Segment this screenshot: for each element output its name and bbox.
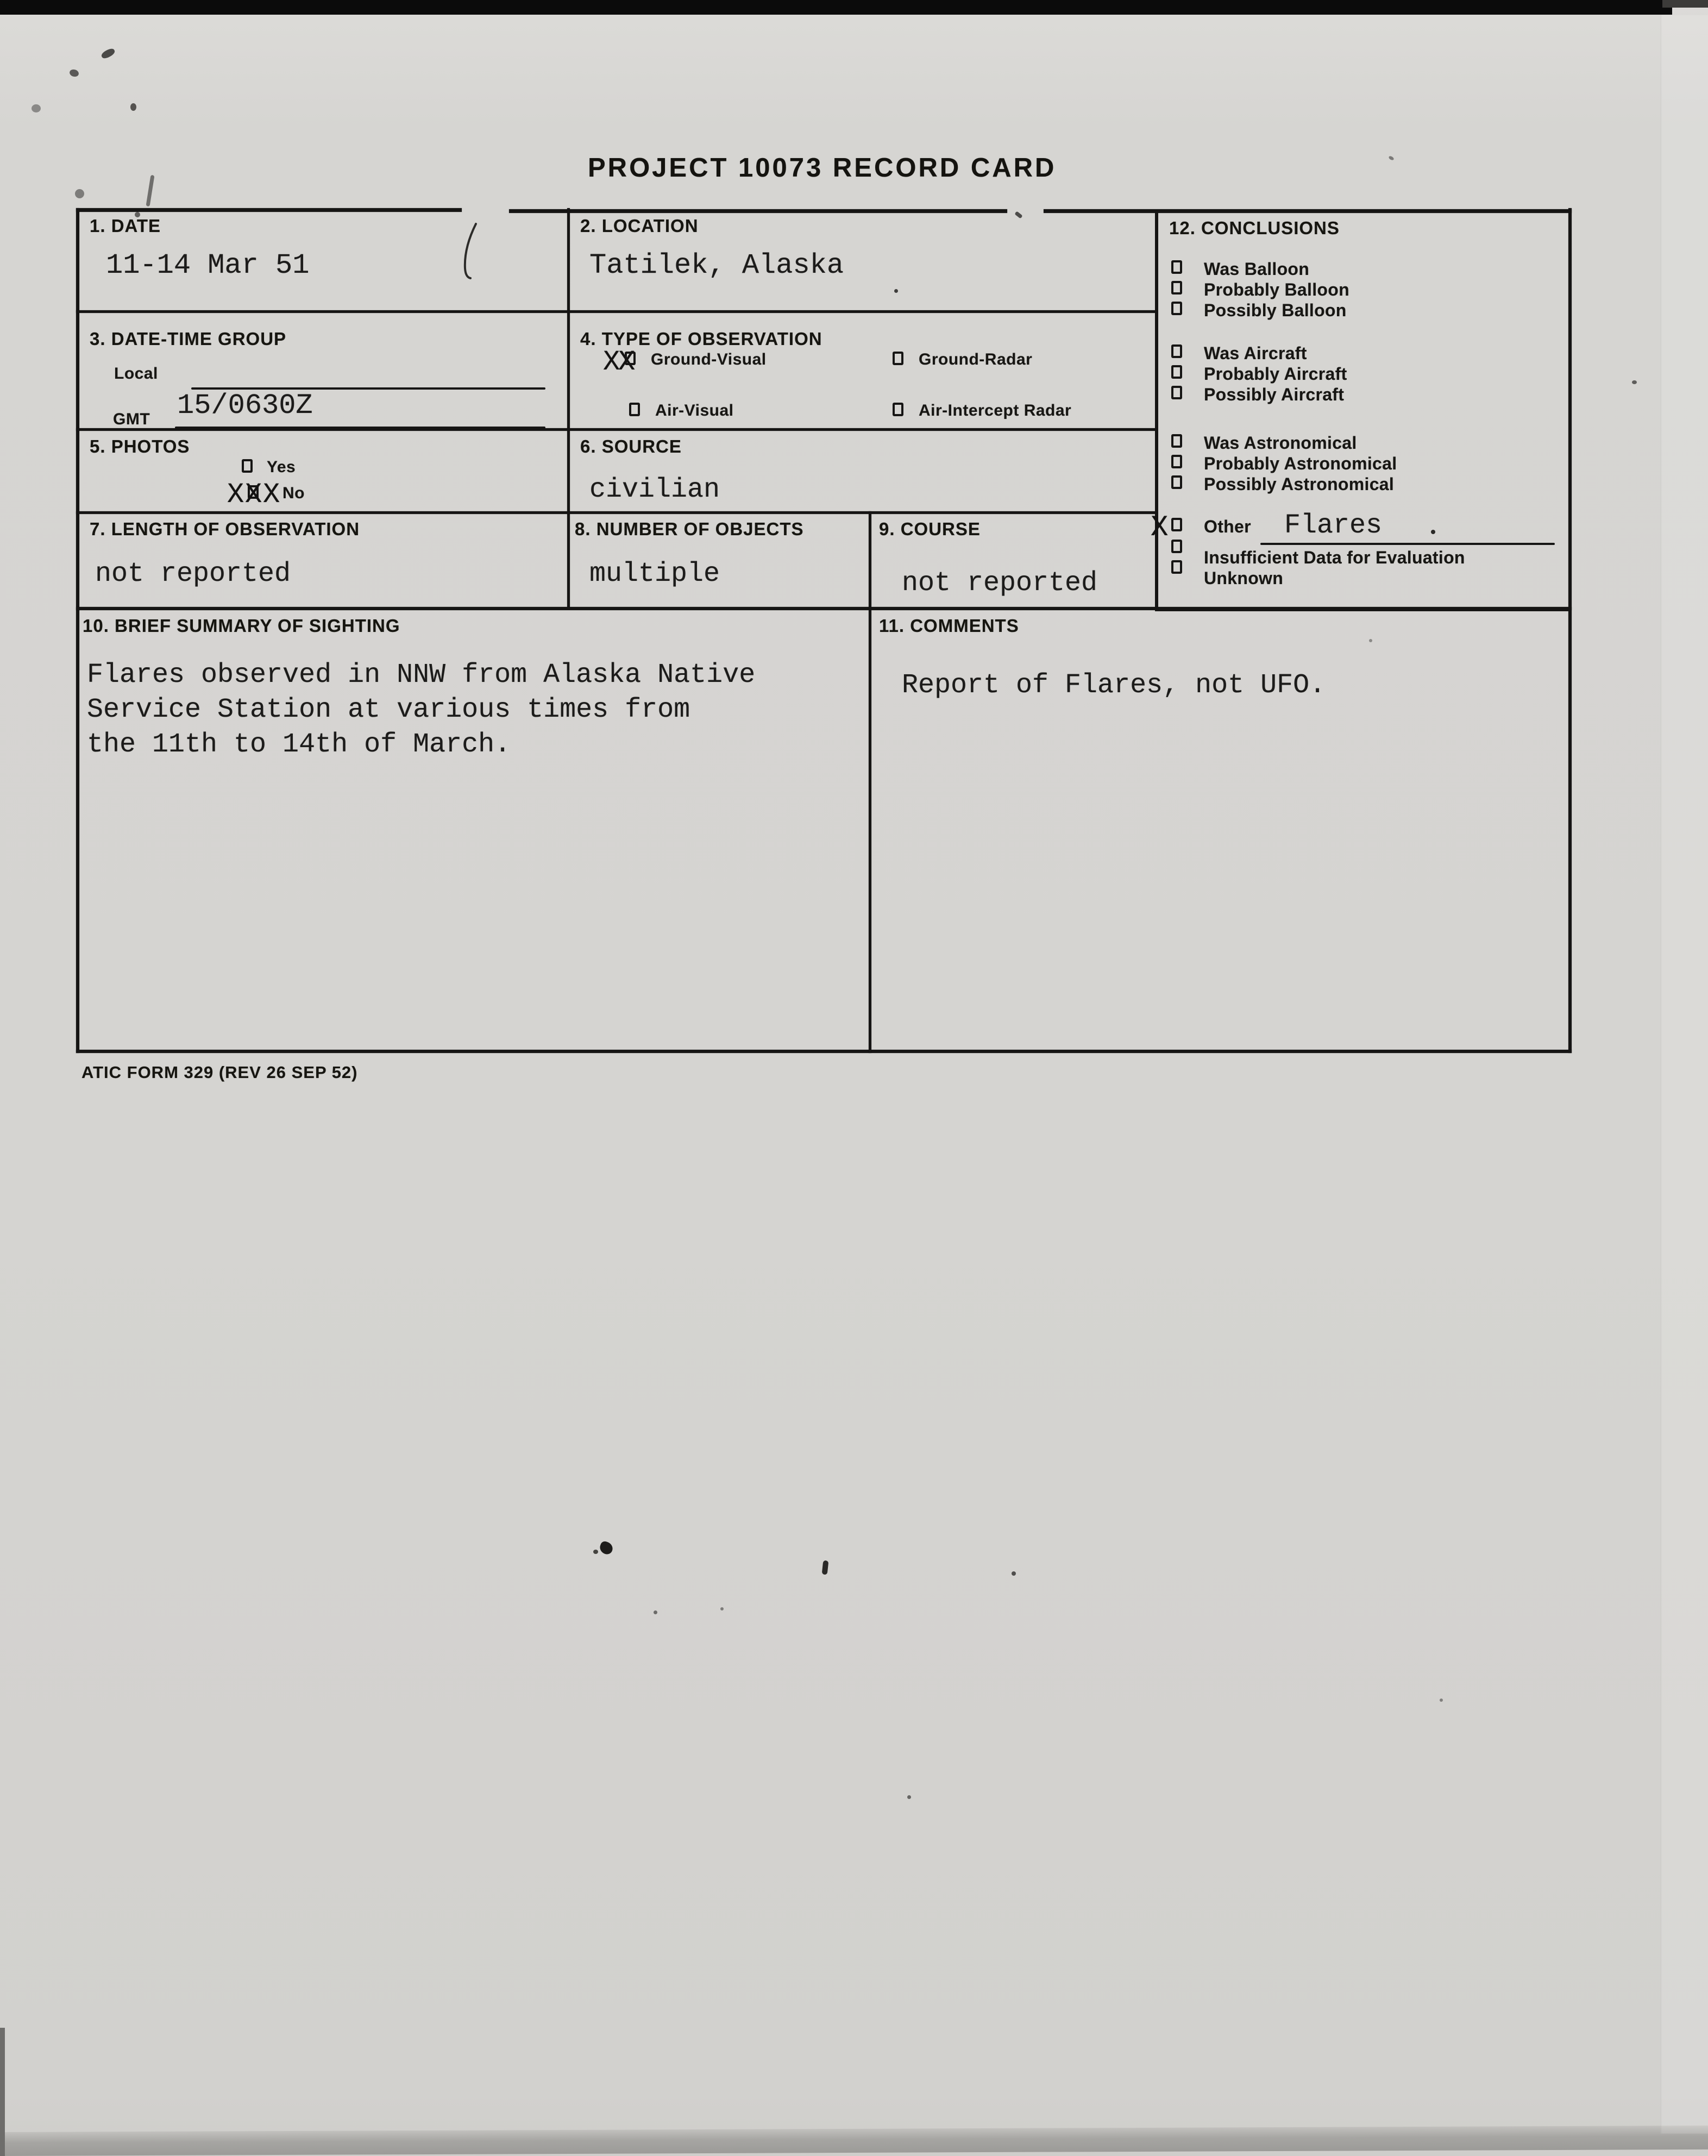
location-label: 2. LOCATION [580, 216, 699, 236]
was-balloon-label: Was Balloon [1204, 259, 1310, 279]
photos-yes-label: Yes [267, 458, 296, 476]
scan-edge-top-right [1662, 0, 1708, 8]
photos-no-label: No [282, 484, 305, 502]
ink-speck [100, 47, 116, 60]
checkbox-x-mark: X [1151, 511, 1169, 544]
ink-speck [32, 104, 41, 112]
option-air-visual [629, 402, 857, 434]
ink-speck [1632, 380, 1637, 384]
checkbox-x-mark: X [263, 479, 280, 511]
card-border-top [509, 209, 1007, 213]
length-of-observation-value: not reported [95, 559, 291, 590]
course-label: 9. COURSE [879, 519, 981, 539]
divider-col-2 [869, 511, 871, 1053]
gmt-underline [175, 427, 545, 429]
checkbox-x-mark: X [245, 479, 262, 511]
course-value: not reported [902, 568, 1098, 599]
divider-row-1 [76, 310, 1157, 313]
ink-blot [593, 1550, 598, 1554]
source-label: 6. SOURCE [580, 436, 682, 456]
gmt-label: GMT [113, 410, 150, 428]
other-label: Other [1204, 517, 1251, 536]
comments-value: Report of Flares, not UFO. [902, 670, 1326, 701]
air-intercept-radar-checkbox [893, 403, 903, 416]
air-visual-label: Air-Visual [655, 402, 734, 419]
brief-summary-label: 10. BRIEF SUMMARY OF SIGHTING [83, 616, 400, 636]
type-of-observation-label: 4. TYPE OF OBSERVATION [580, 329, 822, 349]
possibly-astronomical-checkbox [1171, 475, 1182, 489]
ink-blot [598, 1540, 614, 1556]
scan-edge-left [0, 2028, 5, 2156]
air-visual-checkbox [629, 403, 640, 416]
was-aircraft-label: Was Aircraft [1204, 343, 1307, 363]
ink-speck [720, 1607, 724, 1610]
other-line-period [1431, 530, 1435, 534]
ink-speck [1012, 1571, 1016, 1576]
ground-visual-checkbox [625, 352, 636, 365]
ground-visual-label: Ground-Visual [651, 350, 767, 368]
possibly-balloon-label: Possibly Balloon [1204, 300, 1347, 320]
date-value: 11-14 Mar 51 [106, 249, 310, 281]
ink-speck [75, 189, 84, 198]
air-intercept-radar-label: Air-Intercept Radar [919, 402, 1072, 419]
summary-line: Flares observed in NNW from Alaska Native [87, 660, 756, 691]
comments-label: 11. COMMENTS [879, 616, 1019, 636]
form-id: ATIC FORM 329 (REV 26 SEP 52) [81, 1063, 358, 1082]
probably-astronomical-label: Probably Astronomical [1204, 454, 1397, 473]
other-underline [1260, 543, 1555, 545]
other-value: Flares [1284, 510, 1383, 541]
was-astronomical-checkbox [1171, 434, 1182, 448]
checkbox-x-mark: X [618, 346, 636, 378]
was-astronomical-label: Was Astronomical [1204, 433, 1357, 453]
card-border-top [76, 208, 462, 212]
length-of-observation-label: 7. LENGTH OF OBSERVATION [90, 519, 360, 539]
probably-aircraft-label: Probably Aircraft [1204, 364, 1347, 384]
checkbox-x-mark: X [227, 479, 244, 511]
photos-yes-checkbox [242, 459, 253, 473]
page-title: PROJECT 10073 RECORD CARD [588, 153, 1057, 183]
possibly-aircraft-checkbox [1171, 386, 1182, 399]
possibly-balloon-checkbox [1171, 302, 1182, 315]
ink-speck [907, 1795, 911, 1799]
local-label: Local [114, 365, 158, 383]
insufficient-data-checkbox [1171, 540, 1182, 553]
photos-label: 5. PHOTOS [90, 436, 190, 456]
ink-speck [69, 68, 80, 78]
ink-speck [1440, 1699, 1443, 1702]
ink-dash [822, 1560, 829, 1575]
probably-aircraft-checkbox [1171, 365, 1182, 379]
probably-balloon-label: Probably Balloon [1204, 280, 1349, 299]
was-aircraft-checkbox [1171, 344, 1182, 358]
divider-col-1 [567, 208, 570, 607]
brief-summary-text [87, 658, 755, 762]
probably-balloon-checkbox [1171, 281, 1182, 294]
source-value: civilian [589, 474, 720, 505]
checkbox-x-mark: X [603, 346, 620, 378]
possibly-aircraft-label: Possibly Aircraft [1204, 385, 1345, 404]
ink-speck [654, 1610, 657, 1614]
gmt-value: 15/0630Z [177, 390, 313, 422]
record-card [76, 208, 1572, 1053]
photos-no-option [227, 480, 368, 512]
number-of-objects-label: 8. NUMBER OF OBJECTS [575, 519, 804, 539]
summary-line: Service Station at various times from [87, 694, 690, 725]
probably-astronomical-checkbox [1171, 455, 1182, 468]
option-ground-visual [603, 346, 836, 383]
card-border-left [76, 208, 79, 1053]
unknown-label: Unknown [1204, 568, 1284, 588]
option-ground-radar [893, 350, 1121, 383]
pen-tick [1388, 155, 1395, 161]
option-air-intercept-radar [893, 402, 1153, 434]
other-checkbox [1171, 518, 1182, 531]
conclusions-box [1151, 209, 1572, 611]
date-label: 1. DATE [90, 216, 161, 236]
ground-radar-checkbox [893, 352, 903, 365]
conclusions-label: 12. CONCLUSIONS [1169, 218, 1340, 238]
date-time-group-label: 3. DATE-TIME GROUP [90, 329, 287, 349]
card-border-bottom [76, 1050, 1572, 1053]
was-balloon-checkbox [1171, 260, 1182, 274]
ink-speck [146, 175, 155, 206]
scan-edge-bottom [0, 2126, 1708, 2156]
number-of-objects-value: multiple [589, 559, 720, 590]
location-value: Tatilek, Alaska [589, 249, 844, 281]
scan-edge-top [0, 0, 1672, 15]
page-right-edge [1660, 15, 1708, 2134]
summary-line: the 11th to 14th of March. [87, 729, 511, 760]
ground-radar-label: Ground-Radar [919, 350, 1033, 368]
unknown-checkbox [1171, 560, 1182, 574]
ink-speck [130, 103, 136, 111]
insufficient-data-label: Insufficient Data for Evaluation [1204, 548, 1465, 567]
possibly-astronomical-label: Possibly Astronomical [1204, 474, 1395, 494]
